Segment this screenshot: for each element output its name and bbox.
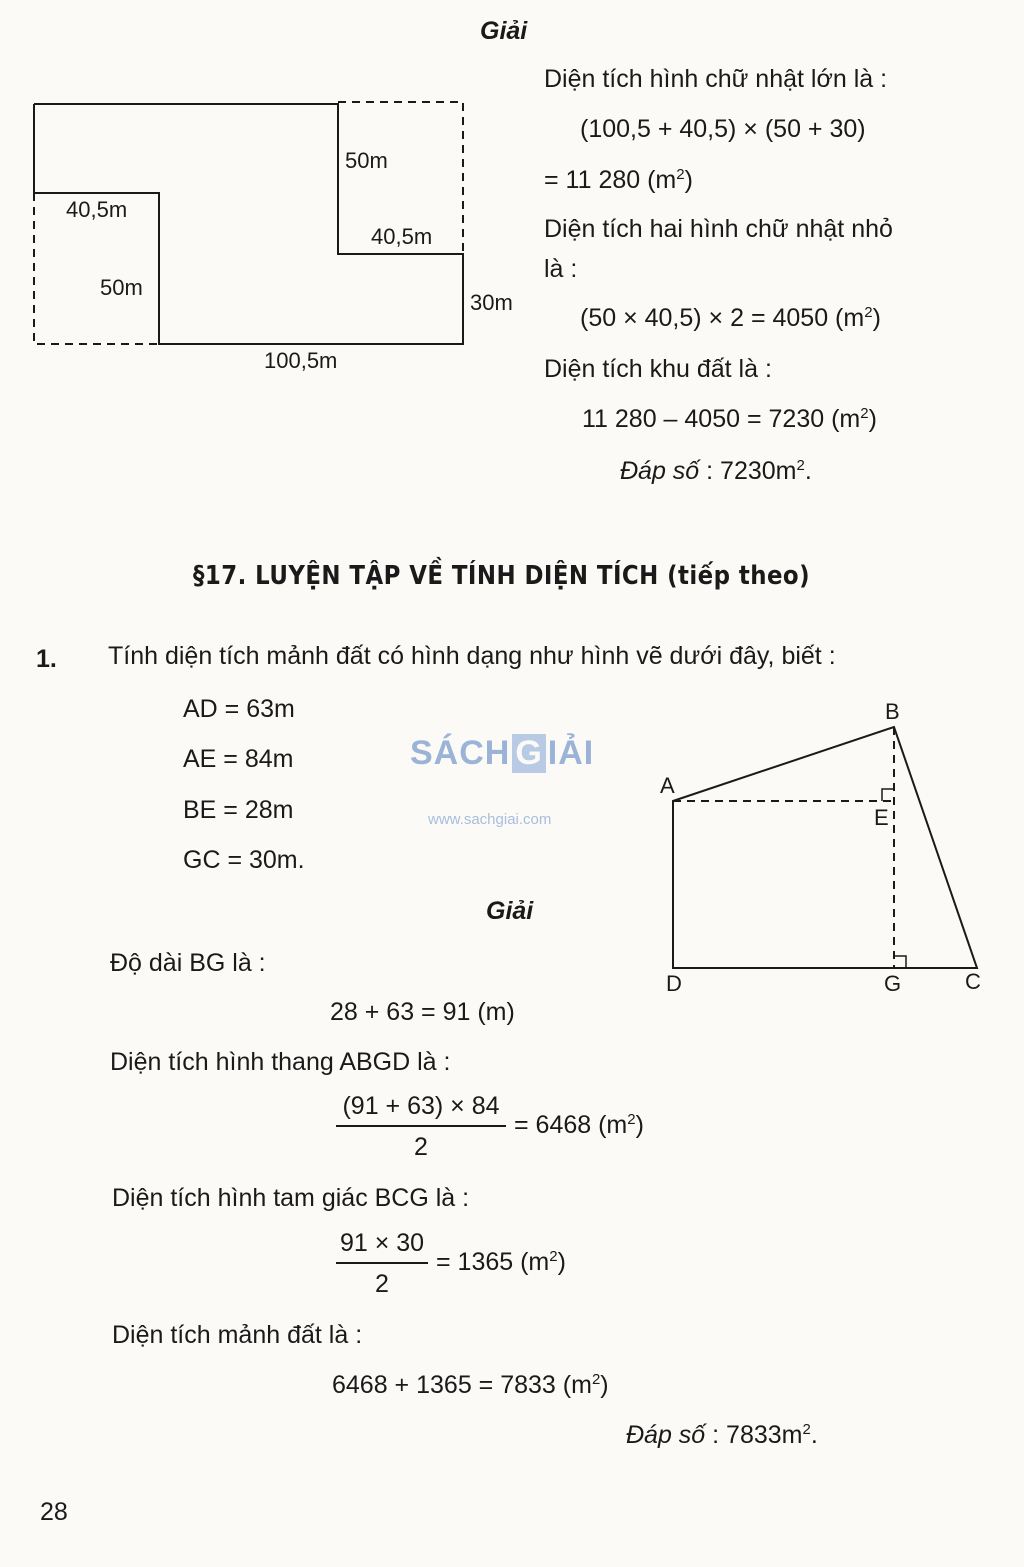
given-ad: AD = 63m [183, 695, 295, 723]
figure-l-shape [0, 90, 540, 380]
final-answer: Đáp số : $7833m^2$. [626, 1421, 818, 1449]
given-ae: AE = 84m [183, 745, 294, 773]
figure-quadrilateral [650, 695, 1010, 1005]
point-e-label: E [874, 805, 889, 830]
watermark-url: www.sachgiai.com [428, 811, 552, 828]
prev-answer: Đáp số : $7230m^2$. [620, 457, 812, 485]
point-c-label: C [965, 969, 981, 994]
watermark-logo: SÁCH G IẢI [410, 734, 595, 772]
prev-line-4: Diện tích hai hình chữ nhật nhỏ [544, 215, 893, 243]
section-title: §17. LUYỆN TẬP VỀ TÍNH DIỆN TÍCH (tiếp theo) [193, 561, 810, 591]
fig1-label-40-5-left: 40,5m [66, 197, 128, 222]
fraction-trapezoid: $\frac{(91 + 63) \times 84}{2}$ [336, 1092, 506, 1162]
given-be: BE = 28m [183, 796, 294, 824]
fig1-label-50-right: 50m [345, 148, 388, 173]
step-4-calc: 6468 + 1365 = 7833 $(m^2)$ [332, 1371, 609, 1399]
step-1-text: Độ dài BG là : [110, 949, 266, 977]
fraction-triangle-result: = 1365 $(m^2)$ [436, 1248, 566, 1276]
prev-line-3: = 11 280 $(m^2)$ [544, 166, 693, 194]
problem-number: 1. [36, 645, 57, 673]
fig1-label-50-left: 50m [100, 275, 143, 300]
step-3-text: Diện tích hình tam giác BCG là : [112, 1184, 470, 1212]
prev-line-7: Diện tích khu đất là : [544, 355, 772, 383]
prev-line-5: là : [544, 255, 578, 283]
point-g-label: G [884, 971, 902, 996]
fig1-label-30: 30m [470, 290, 513, 315]
fig1-label-100-5: 100,5m [264, 348, 338, 373]
point-b-label: B [885, 699, 900, 724]
page-number: 28 [40, 1498, 68, 1526]
prev-line-2: (100,5 + 40,5) × (50 + 30) [580, 115, 866, 143]
solution-heading-prev: Giải [480, 17, 528, 45]
given-gc: GC = 30m. [183, 846, 305, 874]
fig1-label-40-5-right: 40,5m [371, 224, 433, 249]
step-4-text: Diện tích mảnh đất là : [112, 1321, 363, 1349]
fraction-triangle: $\frac{91 \times 30}{2}$ [336, 1229, 428, 1299]
problem-statement: Tính diện tích mảnh đất có hình dạng như hình vẽ dưới đây, biết : [108, 642, 836, 670]
step-1-calc: 28 + 63 = 91 (m) [330, 998, 515, 1026]
prev-line-8: 11 280 – 4050 = 7230 $(m^2)$ [582, 405, 877, 433]
step-2-text: Diện tích hình thang ABGD là : [110, 1048, 451, 1076]
prev-line-1: Diện tích hình chữ nhật lớn là : [544, 65, 888, 93]
point-a-label: A [660, 773, 675, 798]
fraction-trapezoid-result: = 6468 $(m^2)$ [514, 1111, 644, 1139]
solution-heading: Giải [486, 897, 534, 925]
prev-line-6: (50 × 40,5) × 2 = 4050 $(m^2)$ [580, 304, 881, 332]
point-d-label: D [666, 971, 682, 996]
